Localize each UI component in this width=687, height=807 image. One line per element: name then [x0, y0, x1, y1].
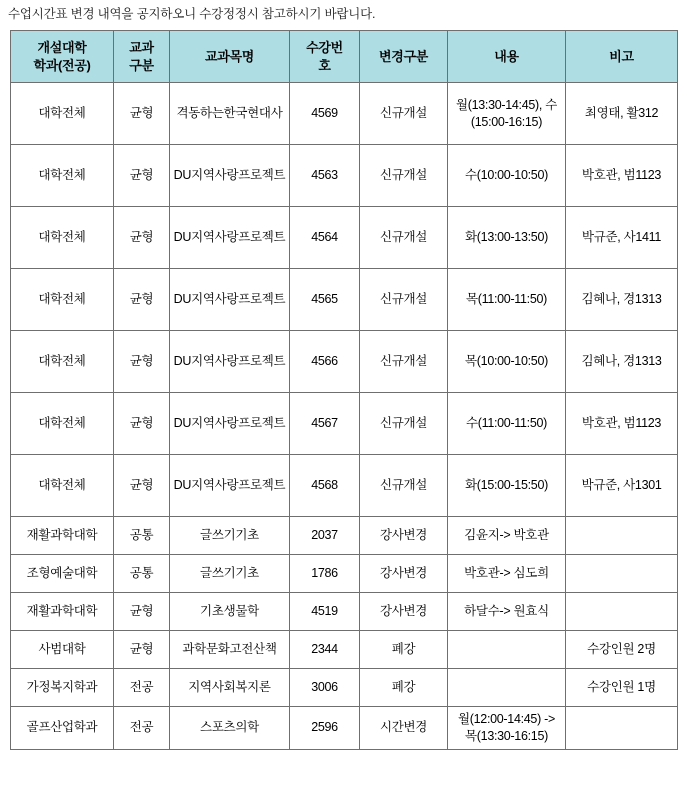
- cell-course: 글쓰기기초: [170, 517, 290, 555]
- cell-note: 박호관, 범1123: [566, 145, 678, 207]
- table-row: [11, 669, 678, 707]
- cell-college: 대학전체: [11, 83, 114, 145]
- cell-code: 4567: [290, 393, 360, 455]
- header-line-1: 비고: [609, 48, 634, 64]
- cell-code: 2596: [290, 707, 360, 750]
- cell-code: 4565: [290, 269, 360, 331]
- header-line-1: 개설대학: [37, 39, 87, 55]
- cell-change-type: 강사변경: [360, 555, 448, 593]
- cell-course: DU지역사랑프로젝트: [170, 455, 290, 517]
- table-row: [11, 145, 678, 207]
- table-row: [11, 331, 678, 393]
- cell-detail: 수(11:00-11:50): [448, 393, 566, 455]
- cell-college: 가정복지학과: [11, 669, 114, 707]
- cell-college: 조형예술대학: [11, 555, 114, 593]
- header-line-1: 수강번: [306, 39, 343, 55]
- cell-course: DU지역사랑프로젝트: [170, 393, 290, 455]
- cell-note: 수강인원 1명: [566, 669, 678, 707]
- cell-note: 박호관, 범1123: [566, 393, 678, 455]
- cell-course: 스포츠의학: [170, 707, 290, 750]
- notice-text: 수업시간표 변경 내역을 공지하오니 수강정정시 참고하시기 바랍니다.: [8, 7, 376, 21]
- table-row: [11, 593, 678, 631]
- table-header: [11, 31, 678, 83]
- cell-code: 4564: [290, 207, 360, 269]
- cell-code: 4568: [290, 455, 360, 517]
- cell-college: 사범대학: [11, 631, 114, 669]
- cell-detail: 박호관-> 심도희: [448, 555, 566, 593]
- cell-course: DU지역사랑프로젝트: [170, 269, 290, 331]
- cell-division: 균형: [114, 631, 170, 669]
- cell-change-type: 신규개설: [360, 393, 448, 455]
- cell-college: 재활과학대학: [11, 593, 114, 631]
- cell-change-type: 신규개설: [360, 207, 448, 269]
- column-header-change-type: [360, 31, 448, 83]
- cell-detail: 김윤지-> 박호관: [448, 517, 566, 555]
- cell-detail: 월(12:00-14:45) -> 목(13:30-16:15): [448, 707, 566, 750]
- column-header-division: [114, 31, 170, 83]
- cell-change-type: 강사변경: [360, 517, 448, 555]
- schedule-change-table: [10, 30, 678, 750]
- header-line-2: 학과(전공): [33, 57, 91, 73]
- cell-college: 대학전체: [11, 393, 114, 455]
- column-header-code: [290, 31, 360, 83]
- cell-division: 공통: [114, 517, 170, 555]
- cell-college: 대학전체: [11, 331, 114, 393]
- cell-code: 4519: [290, 593, 360, 631]
- cell-change-type: 신규개설: [360, 331, 448, 393]
- column-header-detail: [448, 31, 566, 83]
- cell-course: 과학문화고전산책: [170, 631, 290, 669]
- cell-college: 대학전체: [11, 145, 114, 207]
- table-row: [11, 707, 678, 750]
- cell-course: DU지역사랑프로젝트: [170, 145, 290, 207]
- table-row: [11, 269, 678, 331]
- table-row: [11, 207, 678, 269]
- header-line-1: 내용: [494, 48, 519, 64]
- column-header-college: [11, 31, 114, 83]
- table-row: [11, 555, 678, 593]
- cell-note: [566, 707, 678, 750]
- cell-division: 균형: [114, 269, 170, 331]
- cell-detail: 화(15:00-15:50): [448, 455, 566, 517]
- cell-detail: 하달수-> 원효식: [448, 593, 566, 631]
- cell-note: 김혜나, 경1313: [566, 331, 678, 393]
- cell-college: 대학전체: [11, 207, 114, 269]
- cell-change-type: 신규개설: [360, 83, 448, 145]
- cell-note: 김혜나, 경1313: [566, 269, 678, 331]
- cell-course: 글쓰기기초: [170, 555, 290, 593]
- cell-division: 공통: [114, 555, 170, 593]
- cell-note: 수강인원 2명: [566, 631, 678, 669]
- cell-change-type: 폐강: [360, 669, 448, 707]
- cell-college: 골프산업학과: [11, 707, 114, 750]
- cell-detail: [448, 631, 566, 669]
- cell-code: 3006: [290, 669, 360, 707]
- cell-division: 전공: [114, 707, 170, 750]
- cell-course: 지역사회복지론: [170, 669, 290, 707]
- table-body: [11, 83, 678, 750]
- cell-course: DU지역사랑프로젝트: [170, 207, 290, 269]
- column-header-course: [170, 31, 290, 83]
- header-line-2: 구분: [129, 57, 154, 73]
- cell-change-type: 폐강: [360, 631, 448, 669]
- cell-code: 1786: [290, 555, 360, 593]
- cell-detail: [448, 669, 566, 707]
- cell-code: 2037: [290, 517, 360, 555]
- cell-code: 4569: [290, 83, 360, 145]
- cell-detail: 목(10:00-10:50): [448, 331, 566, 393]
- header-row: [11, 31, 678, 83]
- cell-division: 균형: [114, 207, 170, 269]
- table-row: [11, 631, 678, 669]
- cell-change-type: 신규개설: [360, 269, 448, 331]
- cell-code: 4563: [290, 145, 360, 207]
- cell-note: 최영태, 활312: [566, 83, 678, 145]
- cell-code: 2344: [290, 631, 360, 669]
- cell-detail: 목(11:00-11:50): [448, 269, 566, 331]
- cell-course: 기초생물학: [170, 593, 290, 631]
- header-line-1: 교과: [129, 39, 154, 55]
- cell-division: 균형: [114, 331, 170, 393]
- cell-note: [566, 517, 678, 555]
- cell-change-type: 시간변경: [360, 707, 448, 750]
- cell-division: 균형: [114, 455, 170, 517]
- cell-division: 균형: [114, 393, 170, 455]
- cell-course: 격동하는한국현대사: [170, 83, 290, 145]
- cell-course: DU지역사랑프로젝트: [170, 331, 290, 393]
- table-row: [11, 455, 678, 517]
- cell-college: 재활과학대학: [11, 517, 114, 555]
- cell-division: 균형: [114, 593, 170, 631]
- cell-college: 대학전체: [11, 269, 114, 331]
- cell-division: 전공: [114, 669, 170, 707]
- cell-code: 4566: [290, 331, 360, 393]
- column-header-note: [566, 31, 678, 83]
- cell-detail: 수(10:00-10:50): [448, 145, 566, 207]
- table-row: [11, 393, 678, 455]
- cell-division: 균형: [114, 83, 170, 145]
- cell-college: 대학전체: [11, 455, 114, 517]
- cell-note: 박규준, 사1411: [566, 207, 678, 269]
- cell-detail: 월(13:30-14:45), 수(15:00-16:15): [448, 83, 566, 145]
- header-line-1: 교과목명: [204, 48, 255, 64]
- cell-note: [566, 593, 678, 631]
- header-line-2: 호: [318, 57, 331, 73]
- table-row: [11, 83, 678, 145]
- header-line-1: 변경구분: [378, 48, 429, 64]
- cell-note: 박규준, 사1301: [566, 455, 678, 517]
- table-row: [11, 517, 678, 555]
- cell-change-type: 신규개설: [360, 145, 448, 207]
- cell-note: [566, 555, 678, 593]
- cell-change-type: 강사변경: [360, 593, 448, 631]
- cell-division: 균형: [114, 145, 170, 207]
- cell-change-type: 신규개설: [360, 455, 448, 517]
- cell-detail: 화(13:00-13:50): [448, 207, 566, 269]
